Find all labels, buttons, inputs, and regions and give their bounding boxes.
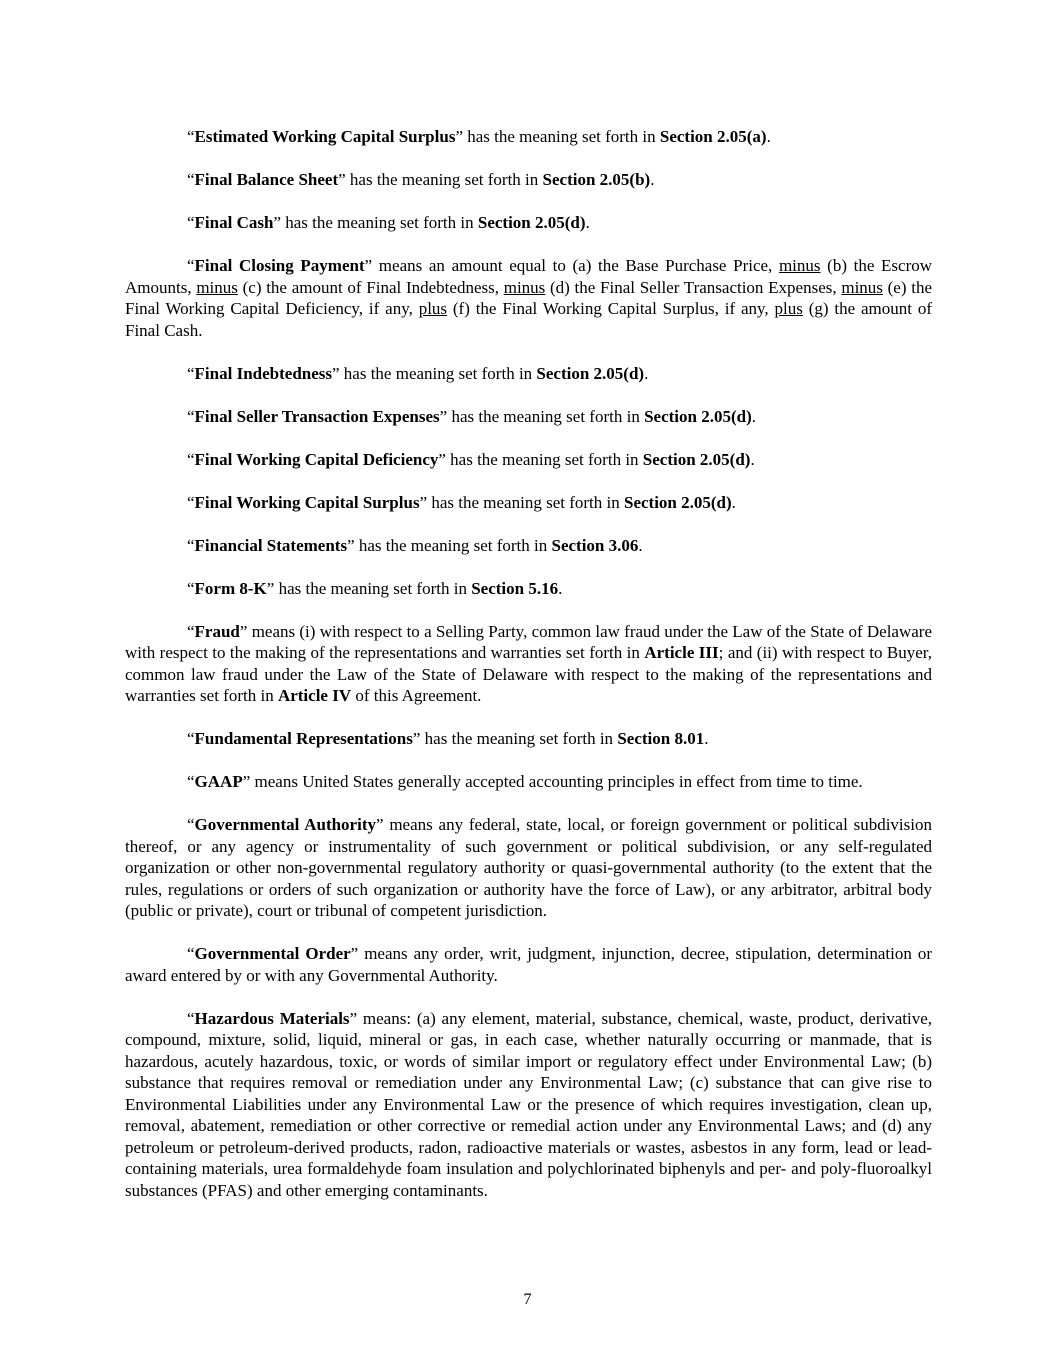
text-run: ” has the meaning set forth in (438, 449, 643, 469)
defined-term: Fraud (194, 621, 240, 641)
defined-term: Final Working Capital Deficiency (194, 449, 439, 469)
defined-term: Section 3.06 (551, 535, 639, 555)
text-run: “ (187, 449, 195, 469)
text-run: of this Agreement. (351, 686, 482, 705)
paragraph (125, 621, 932, 707)
text-run: ” means any order, writ, judgment, injunction, decree, stipulation, determination or award entered by or with any Governmental Authority. (125, 944, 932, 985)
underlined-word: minus (778, 256, 821, 275)
text-run: . (638, 535, 643, 555)
paragraph (125, 255, 932, 341)
defined-term: Section 8.01 (617, 729, 705, 748)
defined-term: Hazardous Materials (194, 1008, 350, 1028)
defined-term: Final Indebtedness (194, 363, 332, 383)
text-run: “ (187, 944, 195, 963)
defined-term: Final Seller Transaction Expenses (194, 406, 440, 426)
text-run: “ (187, 1008, 195, 1028)
text-run: ; and (ii) with respect to Buyer, common law fraud under the Law of the State of Delaware with respect to the making of the representations and warranties set forth in (125, 643, 933, 705)
text-run: “ (187, 492, 195, 512)
defined-term: GAAP (194, 772, 243, 791)
text-run: . (766, 127, 771, 146)
defined-term: Section 2.05(d) (536, 363, 645, 383)
paragraph (125, 814, 932, 922)
paragraph (125, 169, 932, 191)
text-run: “ (187, 213, 195, 232)
underlined-word: plus (774, 299, 803, 318)
text-run: ” means an amount equal to (a) the Base Purchase Price, (364, 256, 779, 275)
text-run: ” has the meaning set forth in (419, 492, 624, 512)
defined-term: Governmental Order (194, 944, 351, 963)
text-run: . (751, 406, 756, 426)
defined-term: Article IV (277, 686, 352, 705)
text-run: “ (187, 729, 195, 748)
defined-term: Final Closing Payment (194, 256, 365, 275)
paragraph (125, 1008, 932, 1202)
defined-term: Section 2.05(d) (477, 213, 586, 232)
defined-term: Fundamental Representations (194, 729, 413, 748)
text-run: ” has the meaning set forth in (273, 213, 478, 232)
defined-term: Section 2.05(d) (642, 449, 751, 469)
underlined-word: minus (841, 277, 883, 297)
defined-term: Estimated Working Capital Surplus (194, 127, 456, 146)
defined-term: Governmental Authority (194, 815, 376, 834)
text-run: ” has the meaning set forth in (338, 170, 543, 189)
paragraph (125, 449, 932, 471)
defined-term: Final Balance Sheet (194, 170, 339, 189)
text-run: . (704, 729, 709, 748)
text-run: ” has the meaning set forth in (332, 363, 537, 383)
paragraph (125, 535, 932, 557)
text-run: (d) the Final Seller Transaction Expenses, (545, 277, 842, 297)
text-run: (e) the Final Working Capital Deficiency, if any, (125, 277, 932, 318)
text-run: ” has the meaning set forth in (412, 729, 618, 748)
text-run: ” means United States generally accepted accounting principles in effect from time to time. (242, 772, 863, 791)
text-run: “ (187, 621, 195, 641)
text-run: “ (187, 772, 195, 791)
underlined-word: plus (418, 299, 448, 318)
underlined-word: minus (196, 277, 238, 297)
text-run: . (731, 492, 736, 512)
page-number: 7 (523, 1291, 532, 1308)
defined-term: Section 2.05(d) (623, 492, 732, 512)
paragraph (125, 728, 932, 750)
text-run: . (585, 213, 590, 232)
text-run: ” means: (a) any element, material, substance, chemical, waste, product, derivative, compound, mixture, solid, liquid, mineral or gas, in each case, whether naturally occurring or manmade, that is hazardous, acutely hazardous, toxic, or words of similar import or regulatory effect under Environmental Law; (b) substance that requires removal or remediation under any Environmental Law; (c) substance that can give rise to Environmental Liabilities under any Environmental Law or the presence of which requires investigation, clean up, removal, abatement, remediation or other corrective or remedial action under any Environmental Laws; and (d) any petroleum or petroleum-derived products, radon, radioactive materials or wastes, asbestos in any form, lead or lead-containing materials, urea formaldehyde foam insulation and polychlorinated biphenyls and per- and poly-fluoroalkyl substances (PFAS) and other emerging contaminants. (125, 1008, 933, 1200)
defined-term: Section 2.05(d) (644, 406, 752, 426)
text-run: ” means (i) with respect to a Selling Party, common law fraud under the Law of the State of Delaware with respect to the making of the representations and warranties set forth in (125, 621, 932, 662)
defined-term: Section 5.16 (471, 578, 559, 598)
paragraph (125, 212, 932, 234)
defined-term: Final Cash (194, 213, 274, 232)
defined-term: Financial Statements (194, 535, 348, 555)
text-run: (b) the Escrow Amounts, (125, 256, 933, 297)
paragraph (125, 578, 932, 600)
paragraph (125, 126, 932, 148)
text-run: (c) the amount of Final Indebtedness, (237, 277, 504, 297)
text-run: ” has the meaning set forth in (439, 406, 645, 426)
text-run: . (650, 170, 655, 189)
defined-term: Article III (644, 643, 719, 662)
text-run: . (750, 449, 755, 469)
underlined-word: minus (503, 277, 546, 297)
defined-term: Final Working Capital Surplus (194, 492, 420, 512)
defined-term: Section 2.05(a) (659, 127, 767, 146)
text-run: . (644, 363, 649, 383)
text-run: . (558, 578, 563, 598)
text-run: “ (187, 578, 195, 598)
text-run: ” has the meaning set forth in (266, 578, 472, 598)
text-run: “ (187, 815, 195, 834)
paragraph (125, 406, 932, 428)
text-run: “ (187, 256, 195, 275)
text-run: “ (187, 535, 195, 555)
text-run: (g) the amount of Final Cash. (125, 299, 932, 340)
text-run: ” has the meaning set forth in (347, 535, 552, 555)
paragraph (125, 492, 932, 514)
text-run: ” means any federal, state, local, or foreign government or political subdivision thereof, or any agency or instrumentality of such government or political subdivision, or any self-regulated organization or other non-governmental regulatory authority or quasi-governmental authority (to the extent that the rules, regulations or orders of such organization or authority have the force of Law), or any arbitrator, arbitral body (public or private), court or tribunal of competent jurisdiction. (125, 815, 932, 920)
paragraph (125, 363, 932, 385)
text-run: (f) the Final Working Capital Surplus, if any, (447, 299, 775, 318)
text-run: “ (187, 406, 195, 426)
text-run: “ (187, 127, 195, 146)
defined-term: Form 8-K (194, 578, 267, 598)
text-run: “ (187, 363, 195, 383)
paragraph (125, 771, 932, 793)
text-run: “ (187, 170, 195, 189)
defined-term: Section 2.05(b) (542, 170, 651, 189)
text-run: ” has the meaning set forth in (455, 127, 660, 146)
paragraph (125, 943, 932, 986)
